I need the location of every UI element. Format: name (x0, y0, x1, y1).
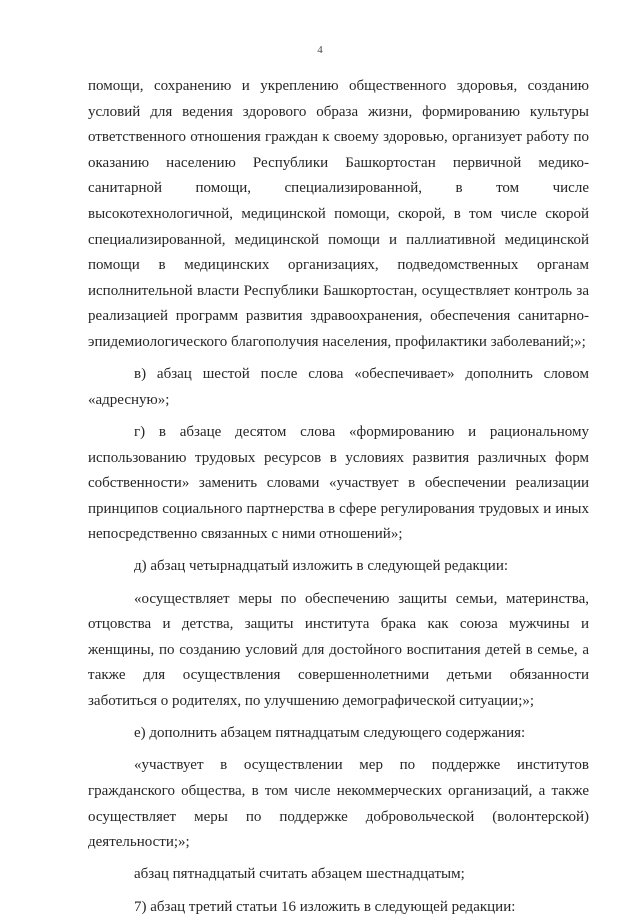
paragraph-item-d: д) абзац четырнадцатый изложить в следующей редакции: (134, 558, 509, 575)
paragraph-quote-civil-society: «участвует в осуществлении мер по поддержке институтов гражданского общества, в том числе некоммерческих организаций, а также осуществляет меры по поддержке добровольческой (волонтерской) деятельности;»; (88, 757, 589, 851)
paragraph-item-g: г) в абзаце десятом слова «формированию и рациональному использованию трудовых ресурсов в условиях развития различных форм собственности» заменить словами «участвует в обеспечении реализации принципов социального партнерства в сфере регулирования трудовых и иных непосредственно связанных с ними отношений»; (88, 423, 589, 543)
paragraph-item-v: в) абзац шестой после слова «обеспечивает» дополнить словом «адресную»; (88, 366, 589, 408)
paragraph-item-e: е) дополнить абзацем пятнадцатым следующего содержания: (134, 725, 526, 742)
page-number: 4 (317, 44, 323, 56)
paragraph-quote-family: «осуществляет меры по обеспечению защиты семьи, материнства, отцовства и детства, защиты института брака как союза мужчины и женщины, по созданию условий для достойного воспитания детей в семье, а также для осуществления совершеннолетними детьми обязанности заботиться о родителях, по улучшению демографической ситуации;»; (88, 590, 589, 710)
paragraph-item-7: 7) абзац третий статьи 16 изложить в следующей редакции: (134, 898, 516, 915)
paragraph-continuation: помощи, сохранению и укреплению общественного здоровья, созданию условий для ведения здорового образа жизни, формированию культуры ответственного отношения граждан к своему здоровью, организует работу по оказанию населению Республики Башкортостан первичной медико-санитарной помощи, специализированной, в том числе высокотехнологичной, медицинской помощи, скорой, в том числе скорой специализированной, медицинской помощи и паллиативной медицинской помощи в медицинских организациях, подведомственных органам исполнительной власти Республики Башкортостан, осуществляет контроль за реализацией программ развития здравоохранения, обеспечения санитарно-эпидемиологического благополучия населения, профилактики заболеваний;»; (88, 78, 589, 350)
paragraph-renumber: абзац пятнадцатый считать абзацем шестнадцатым; (134, 866, 465, 883)
document-body (88, 74, 589, 920)
